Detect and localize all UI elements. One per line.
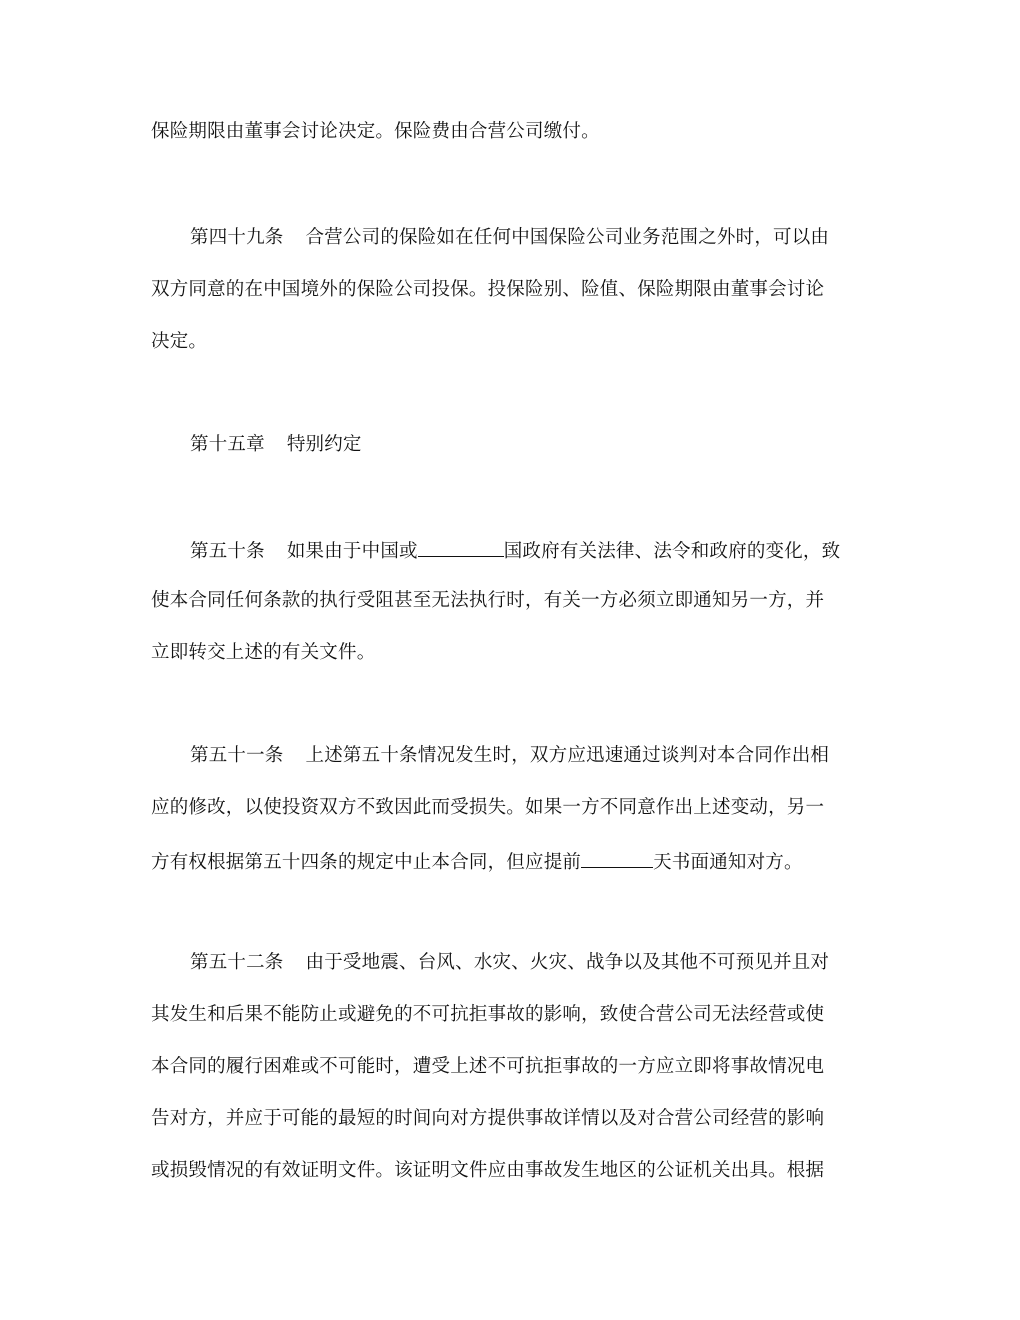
article-52-line-1	[190, 950, 880, 976]
article-49-text: 双方同意的在中国境外的保险公司投保。投保险别、险值、保险期限由董事会讨论	[151, 279, 825, 300]
paragraph-text: 保险期限由董事会讨论决定。保险费由合营公司缴付。	[151, 121, 600, 142]
article-51-line-2	[151, 795, 881, 821]
article-51-text: 天书面通知对方。	[653, 852, 803, 873]
article-52-line-5	[151, 1158, 881, 1184]
paragraph-line	[151, 119, 881, 145]
article-51-text: 方有权根据第五十四条的规定中止本合同，但应提前	[151, 852, 582, 873]
article-50-line-3	[151, 640, 881, 666]
article-49-label: 第四十九条	[190, 227, 284, 248]
article-52-label: 第五十二条	[190, 952, 284, 973]
article-50-text: 使本合同任何条款的执行受阻甚至无法执行时，有关一方必须立即通知另一方，并	[151, 590, 825, 611]
chapter-15-heading	[190, 432, 880, 458]
article-50-text: 如果由于中国或	[286, 541, 418, 562]
article-50-label: 第五十条	[190, 541, 265, 562]
article-49-line-2	[151, 277, 881, 303]
article-51-label: 第五十一条	[190, 745, 284, 766]
article-52-text: 由于受地震、台风、水灾、火灾、战争以及其他不可预见并且对	[305, 952, 830, 973]
article-51-line-3	[151, 847, 881, 876]
article-50-line-1	[190, 536, 880, 565]
article-51-line-1	[190, 743, 880, 769]
article-52-text: 其发生和后果不能防止或避免的不可抗拒事故的影响，致使合营公司无法经营或使	[151, 1004, 825, 1025]
article-51-text: 上述第五十条情况发生时，双方应迅速通过谈判对本合同作出相	[305, 745, 830, 766]
article-50-text: 立即转交上述的有关文件。	[151, 642, 376, 663]
article-49-line-1	[190, 225, 880, 251]
fill-in-blank-country[interactable]	[418, 536, 504, 557]
article-50-line-2	[151, 588, 881, 614]
article-52-text: 告对方，并应于可能的最短的时间向对方提供事故详情以及对合营公司经营的影响	[151, 1108, 825, 1129]
article-52-text: 或损毁情况的有效证明文件。该证明文件应由事故发生地区的公证机关出具。根据	[151, 1160, 825, 1181]
article-49-text: 合营公司的保险如在任何中国保险公司业务范围之外时，可以由	[305, 227, 830, 248]
chapter-15-label: 第十五章	[190, 434, 265, 455]
article-51-text: 应的修改，以使投资双方不致因此而受损失。如果一方不同意作出上述变动，另一	[151, 797, 825, 818]
article-52-line-4	[151, 1106, 881, 1132]
article-49-text: 决定。	[151, 331, 208, 352]
article-52-line-2	[151, 1002, 881, 1028]
fill-in-blank-days[interactable]	[581, 847, 653, 868]
article-52-line-3	[151, 1054, 881, 1080]
chapter-15-title: 特别约定	[286, 434, 362, 455]
article-50-text: 国政府有关法律、法令和政府的变化，致	[503, 541, 841, 562]
article-52-text: 本合同的履行困难或不可能时，遭受上述不可抗拒事故的一方应立即将事故情况电	[151, 1056, 825, 1077]
article-49-line-3	[151, 329, 881, 355]
